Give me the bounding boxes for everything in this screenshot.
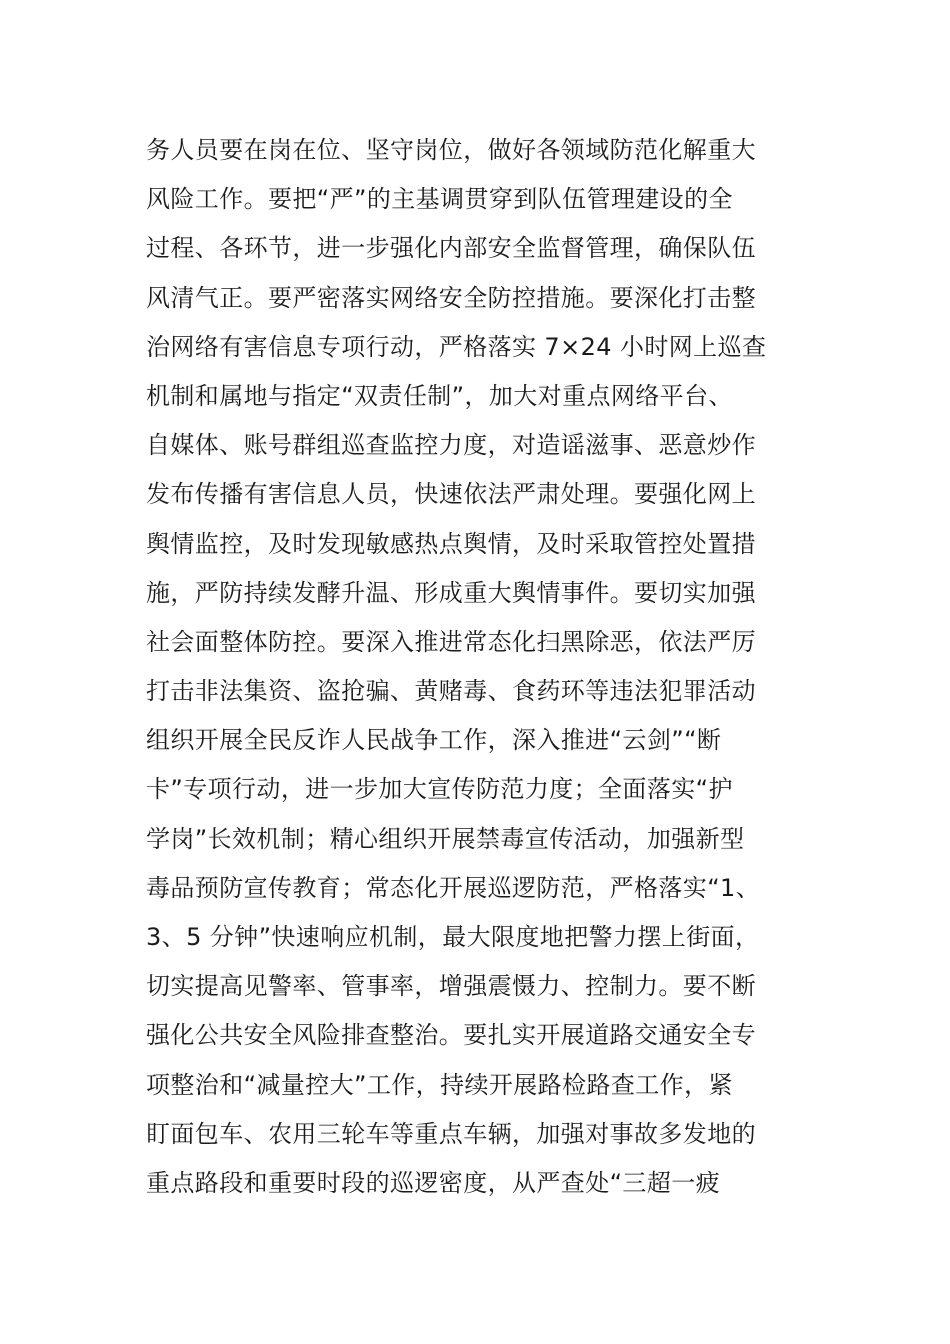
text-line: 治网络有害信息专项行动，严格落实 7×24 小时网上巡查 [146, 332, 767, 361]
text-line: 机制和属地与指定“双责任制”，加大对重点网络平台、 [146, 381, 733, 410]
text-line: 过程、各环节，进一步强化内部安全监督管理，确保队伍 [146, 234, 756, 263]
text-line: 打击非法集资、盗抢骗、黄赌毒、食药环等违法犯罪活动 [146, 677, 756, 706]
text-line: 社会面整体防控。要深入推进常态化扫黑除恶，依法严厉 [146, 627, 756, 656]
text-line: 务人员要在岗在位、坚守岗位，做好各领域防范化解重大 [146, 136, 756, 164]
text-line: 风清气正。要严密落实网络安全防控措施。要深化打击整 [146, 283, 756, 312]
text-line: 组织开展全民反诈人民战争工作，深入推进“云剑”“断 [146, 726, 722, 755]
text-line: 3、5 分钟”快速响应机制，最大限度地把警力摆上街面， [146, 923, 760, 951]
text-line: 施，严防持续发酵升温、形成重大舆情事件。要切实加强 [146, 578, 756, 607]
text-line: 切实提高见警率、管事率，增强震慑力、控制力。要不断 [146, 972, 756, 1001]
text-line: 风险工作。要把“严”的主基调贯穿到队伍管理建设的全 [146, 185, 733, 214]
text-line: 项整治和“减量控大”工作，持续开展路检路查工作，紧 [146, 1070, 733, 1099]
text-line: 盯面包车、农用三轮车等重点车辆，加强对事故多发地的 [146, 1119, 756, 1148]
text-line: 卡”专项行动，进一步加大宣传防范力度；全面落实“护 [146, 775, 733, 804]
text-line: 重点路段和重要时段的巡逻密度，从严查处“三超一疲 [146, 1168, 721, 1197]
body-text [146, 126, 826, 1208]
text-line: 强化公共安全风险排查整治。要扎实开展道路交通安全专 [146, 1021, 756, 1050]
text-line: 学岗”长效机制；精心组织开展禁毒宣传活动，加强新型 [146, 824, 745, 853]
text-line: 自媒体、账号群组巡查监控力度，对造谣滋事、恶意炒作 [146, 431, 756, 460]
text-line: 舆情监控，及时发现敏感热点舆情，及时采取管控处置措 [146, 529, 756, 558]
text-line: 发布传播有害信息人员，快速依法严肃处理。要强化网上 [146, 480, 756, 509]
text-line: 毒品预防宣传教育；常态化开展巡逻防范，严格落实“1、 [146, 873, 761, 902]
